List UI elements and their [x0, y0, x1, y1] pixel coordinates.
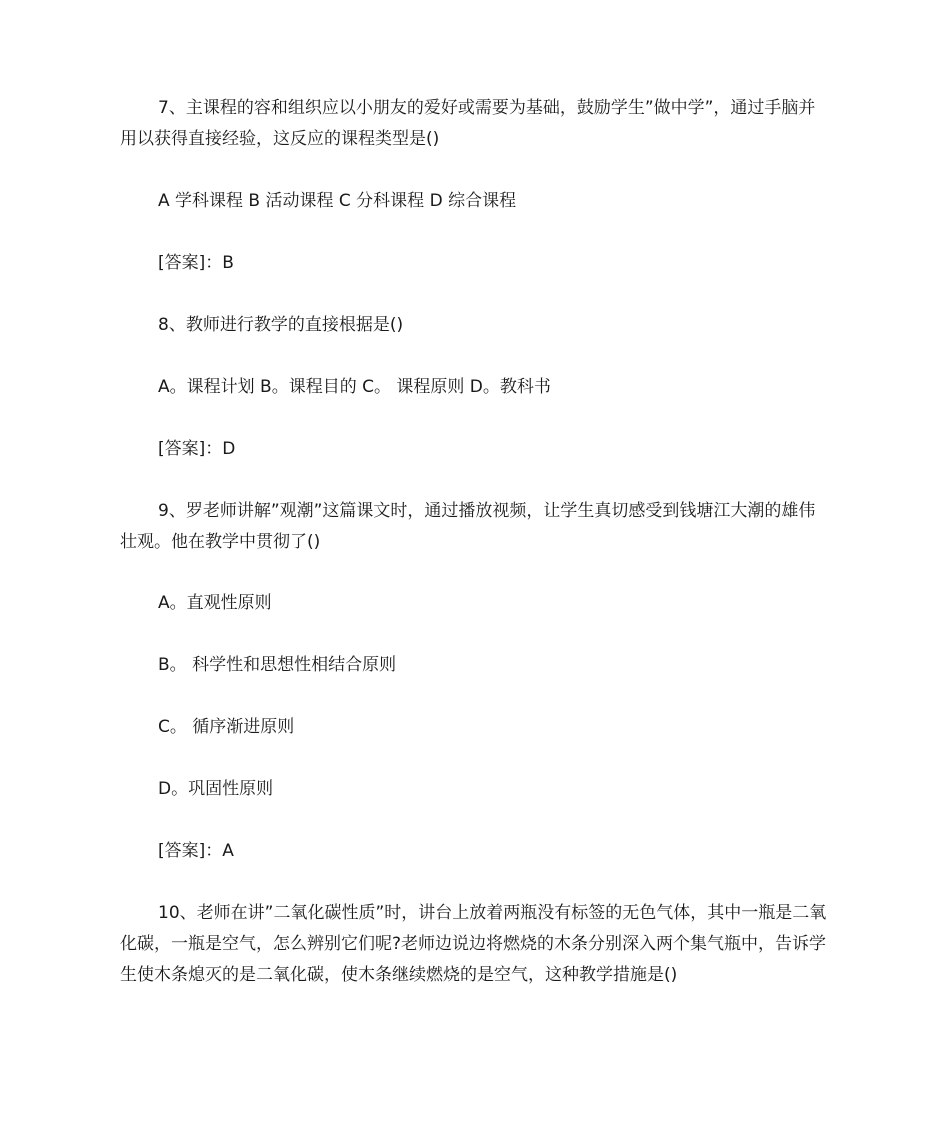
question-8-answer: [答案]：D	[158, 439, 236, 459]
question-7-options: A 学科课程 B 活动课程 C 分科课程 D 综合课程	[158, 191, 517, 211]
question-10-text: 10、老师在讲”二氧化碳性质”时，讲台上放着两瓶没有标签的无色气体，其中一瓶是二氧化碳，一瓶是空气，怎么辨别它们呢?老师边说边将燃烧的木条分别深入两个集气瓶中，告诉学生使木条熄灭的是二氧化碳，使木条继续燃烧的是空气，这种教学措施是()	[120, 903, 827, 985]
question-9-option-b: B。 科学性和思想性相结合原则	[158, 655, 397, 675]
question-7-answer: [答案]：B	[158, 253, 234, 273]
question-9-answer: [答案]：A	[158, 841, 234, 861]
question-9-option-c: C。 循序渐进原则	[158, 717, 295, 737]
question-9-option-d: D。巩固性原则	[158, 779, 274, 799]
question-8-options: A。课程计划 B。课程目的 C。 课程原则 D。教科书	[158, 377, 551, 397]
question-7-text: 7、主课程的容和组织应以小朋友的爱好或需要为基础，鼓励学生”做中学”，通过手脑并用以获得直接经验，这反应的课程类型是()	[120, 98, 816, 149]
question-9-text: 9、罗老师讲解”观潮”这篇课文时，通过播放视频，让学生真切感受到钱塘江大潮的雄伟壮观。他在教学中贯彻了()	[120, 501, 816, 552]
question-8-text: 8、教师进行教学的直接根据是()	[158, 315, 404, 335]
question-9-option-a: A。直观性原则	[158, 593, 272, 613]
